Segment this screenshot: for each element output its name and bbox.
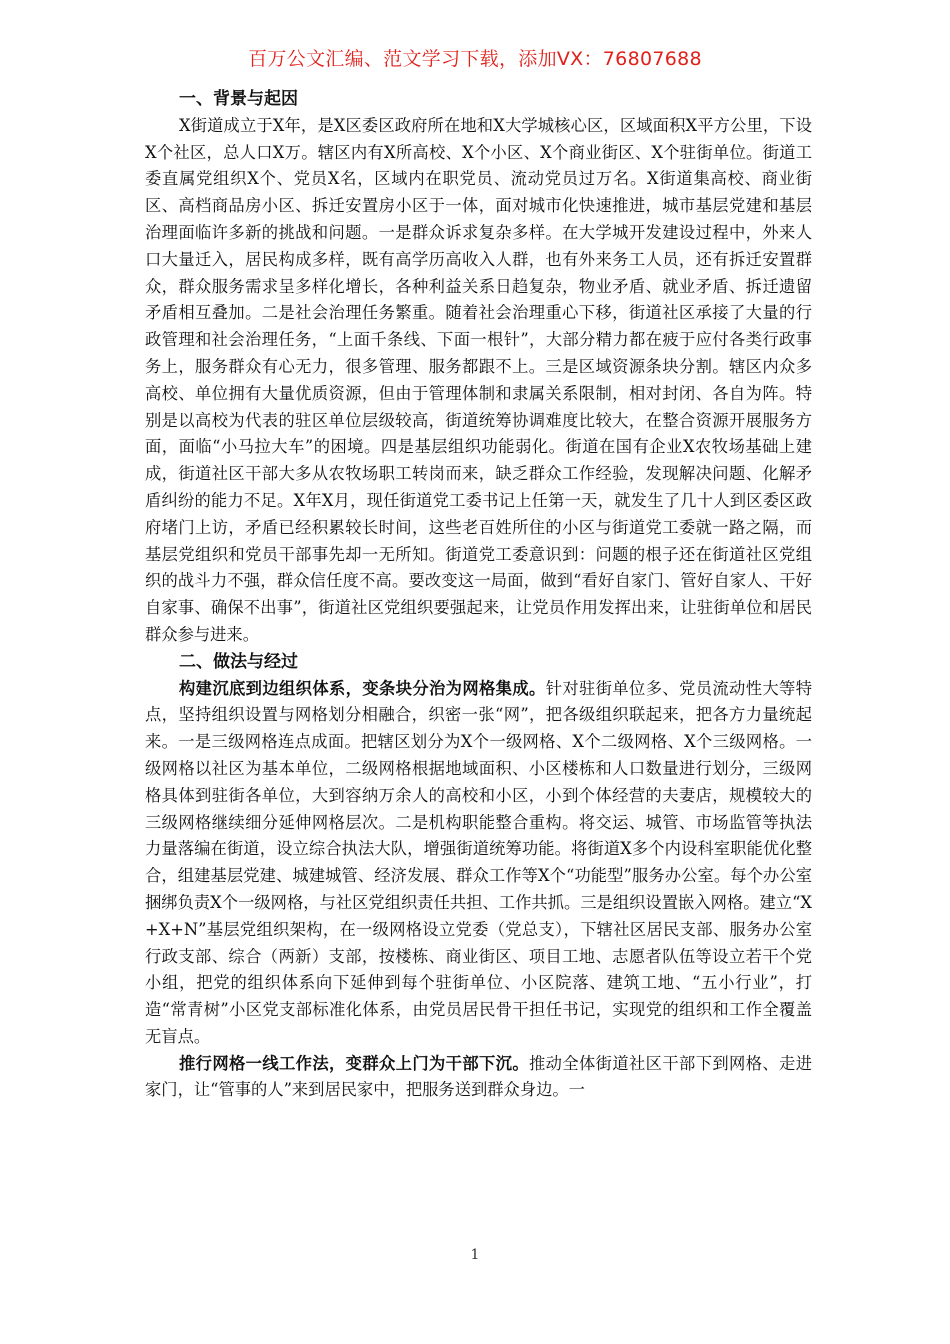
paragraph-lead-bold: 推行网格一线工作法，变群众上门为干部下沉。 — [179, 1053, 530, 1073]
paragraph-lead-bold: 构建沉底到边组织体系，变条块分治为网格集成。 — [179, 678, 546, 698]
page-number: 1 — [470, 1247, 480, 1263]
watermark-banner: 百万公文汇编、范文学习下载，添加VX：76807688 — [248, 48, 702, 70]
paragraph-body-text: 针对驻街单位多、党员流动性大等特点，坚持组织设置与网格划分相融合，织密一张“网”，把各级组织联起来，把各方力量统起来。一是三级网格连点成面。把辖区划分为X个一级网格、X个二级网格、X个三级网格。一级网格以社区为基本单位，二级网格根据地域面积、小区楼栋和人口数量进行划分，三级网格具体到驻街各单位，大到容纳万余人的高校和小区，小到个体经营的夫妻店，规模较大的三级网格继续细分延伸网格层次。二是机构职能整合重构。将交运、城管、市场监管等执法力量落编在街道，设立综合执法大队，增强街道统筹功能。将街道X多个内设科室职能优化整合，组建基层党建、城建城管、经济发展、群众工作等X个“功能型”服务办公室。每个办公室捆绑负责X个一级网格，与社区党组织责任共担、工作共抓。三是组织设置嵌入网格。建立“X+X+N”基层党组织架构，在一级网格设立党委（党总支），下辖社区居民支部、服务办公室行政支部、综合（两新）支部，按楼栋、商业街区、项目工地、志愿者队伍等设立若干个党小组，把党的组织体系向下延伸到每个驻街单位、小区院落、建筑工地、“五小行业”，打造“常青树”小区党支部标准化体系，由党员居民骨干担任书记，实现党的组织和工作全覆盖无盲点。 — [145, 678, 812, 1046]
paragraph-organization-system — [145, 676, 812, 1051]
document-body — [145, 86, 812, 1104]
section-heading-background: 一、背景与起因 — [179, 89, 298, 109]
paragraph-body-text: 推动全体街道社区干部下到网格、走进家门，让“管事的人”来到居民家中，把服务送到群众身边。一 — [145, 1053, 812, 1100]
paragraph-grid-work-method — [145, 1051, 812, 1105]
section-heading-practice: 二、做法与经过 — [179, 651, 298, 672]
paragraph-background: X街道成立于X年，是X区委区政府所在地和X大学城核心区，区域面积X平方公里，下设X个社区，总人口X万。辖区内有X所高校、X个小区、X个商业街区、X个驻街单位。街道工委直属党组织X个、党员X名，区域内在职党员、流动党员过万名。X街道集高校、商业街区、高档商品房小区、拆迁安置房小区于一体，面对城市化快速推进，城市基层党建和基层治理面临许多新的挑战和问题。一是群众诉求复杂多样。在大学城开发建设过程中，外来人口大量迁入，居民构成多样，既有高学历高收入人群，也有外来务工人员，还有拆迁安置群众，群众服务需求呈多样化增长，各种利益关系日趋复杂，物业矛盾、就业矛盾、拆迁遗留矛盾相互叠加。二是社会治理任务繁重。随着社会治理重心下移，街道社区承接了大量的行政管理和社会治理任务，“上面千条线、下面一根针”，大部分精力都在疲于应付各类行政事务上，服务群众有心无力，很多管理、服务都跟不上。三是区域资源条块分割。辖区内众多高校、单位拥有大量优质资源，但由于管理体制和隶属关系限制，相对封闭、各自为阵。特别是以高校为代表的驻区单位层级较高，街道统筹协调难度比较大，在整合资源开展服务方面，面临“小马拉大车”的困境。四是基层组织功能弱化。街道在国有企业X农牧场基础上建成，街道社区干部大多从农牧场职工转岗而来，缺乏群众工作经验，发现解决问题、化解矛盾纠纷的能力不足。X年X月，现任街道党工委书记上任第一天，就发生了几十人到区委区政府堵门上访，矛盾已经积累较长时间，这些老百姓所住的小区与街道党工委就一路之隔，而基层党组织和党员干部事先却一无所知。街道党工委意识到：问题的根子还在街道社区党组织的战斗力不强，群众信任度不高。要改变这一局面，做到“看好自家门、管好自家人、干好自家事、确保不出事”，街道社区党组织要强起来，让党员作用发挥出来，让驻街单位和居民群众参与进来。 — [145, 115, 812, 644]
